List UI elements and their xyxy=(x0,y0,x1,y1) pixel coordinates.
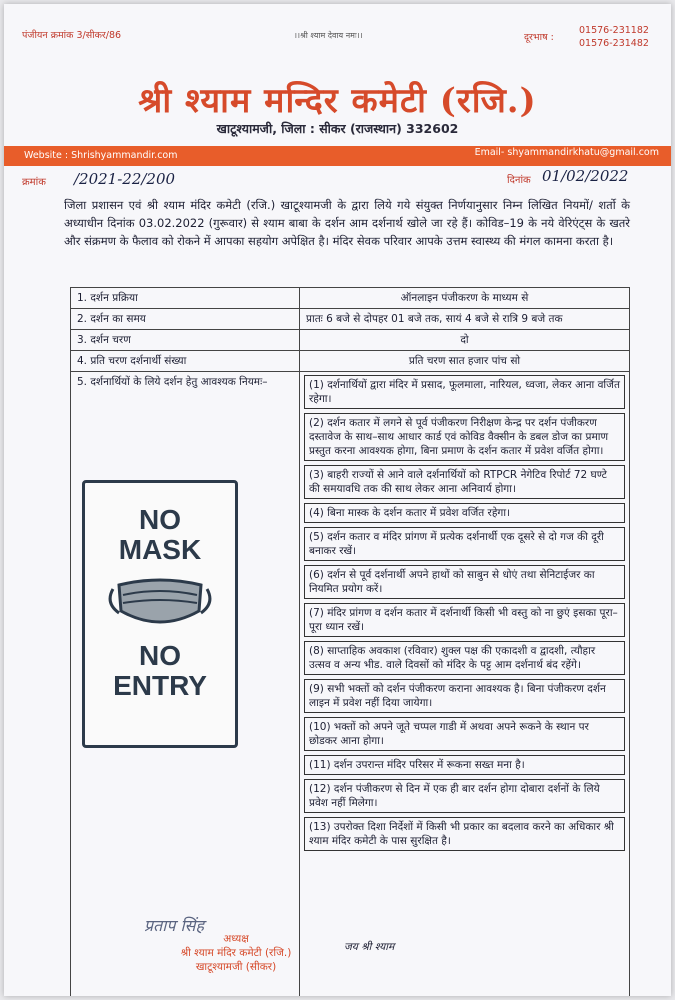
org-address: खाटूश्यामजी, जिला : सीकर (राजस्थान) 332602 xyxy=(216,121,459,136)
header-top-row xyxy=(4,24,671,54)
phone-label: दूरभाष : xyxy=(524,32,554,43)
registration-number: पंजीयन क्रमांक 3/सीकर/86 xyxy=(22,30,122,41)
rule-item: (3) बाहरी राज्यों से आने वाले दर्शनार्थियों को RTPCR नेगेटिव रिपोर्ट 72 घण्टे की समयावधि तक की साथ लेकर आना अनिवार्य होगा। xyxy=(304,465,625,499)
rule-item: (2) दर्शन कतार में लगने से पूर्व पंजीकरण निरीक्षण केन्द्र पर दर्शन पंजीकरण दस्तावेज के साथ–साथ आधार कार्ड एवं कोविड वैक्सीन के डबल डोज का प्रमाण प्रस्तुत करना आवश्यक होगा, बिना प्रमाण के दर्शन कतार में प्रवेश वर्जित होगा। xyxy=(304,413,625,461)
contact-band xyxy=(4,146,671,166)
rule-item: (9) सभी भक्तों को दर्शन पंजीकरण कराना आवश्यक है। बिना पंजीकरण दर्शन लाइन में प्रवेश नहीं दिया जायेगा। xyxy=(304,679,625,713)
signatory-org: श्री श्याम मंदिर कमेटी (रजि.) xyxy=(180,947,292,959)
table-row xyxy=(71,288,630,309)
intro-paragraph: जिला प्रशासन एवं श्री श्याम मंदिर कमेटी (रजि.) खाटूश्यामजी के द्वारा लिये गये संयुक्त निर्णयानुसार निम्न लिखित नियमों/ शर्तो के अध्याधीन दिनांक 03.02.2022 (गुरूवार) से श्याम बाबा के दर्शन आम दर्शनार्थ खोले जा रहे हैं। कोविड–19 के नये वेरिएंट्स के खतरे और संक्रमण के फैलाव को रोकने में आपका सहयोग अपेक्षित है। मंदिर सेवक परिवार आपके उत्तम स्वास्थ्य की मंगल कामना करता है। xyxy=(64,198,630,248)
row-label: 4. प्रति चरण दर्शनार्थी संख्या xyxy=(71,351,300,372)
closing-salutation: जय श्री श्याम xyxy=(344,941,395,953)
phone-2: 01576-231482 xyxy=(579,38,649,49)
rules-list xyxy=(300,372,630,997)
table-row xyxy=(71,309,630,330)
handwritten-signature: प्रताप सिंह xyxy=(144,916,204,935)
no-mask-sign xyxy=(82,480,238,748)
phone-1: 01576-231182 xyxy=(579,25,649,36)
row-value: प्रातः 6 बजे से दोपहर 01 बजे तक, सायं 4 बजे से रात्रि 9 बजे तक xyxy=(300,309,630,330)
email: Email- shyammandirkhatu@gmail.com xyxy=(474,147,659,158)
rule-item: (6) दर्शन से पूर्व दर्शनार्थी अपने हाथों को साबुन से धोएं तथा सेनिटाईजर का नियमित प्रयोग करें। xyxy=(304,565,625,599)
rules-label-text: 5. दर्शनार्थियों के लिये दर्शन हेतु आवश्यक नियमः– xyxy=(77,376,268,388)
date-label: दिनांक xyxy=(507,175,531,186)
table-row xyxy=(71,351,630,372)
rule-item: (12) दर्शन पंजीकरण से दिन में एक ही बार दर्शन होगा दोबारा दर्शनों के लिये प्रवेश नहीं मिलेगा। xyxy=(304,779,625,813)
row-label: 3. दर्शन चरण xyxy=(71,330,300,351)
sign-text-no: NO xyxy=(139,504,181,535)
ref-number-label: क्रमांक xyxy=(22,177,46,188)
rule-item: (11) दर्शन उपरान्त मंदिर परिसर में रूकना सख्त मना है। xyxy=(304,755,625,775)
rule-item: (1) दर्शनार्थियों द्वारा मंदिर में प्रसाद, फूलमाला, नारियल, ध्वजा, लेकर आना वर्जित रहेगा। xyxy=(304,375,625,409)
sign-text-entry: ENTRY xyxy=(113,670,207,701)
row-value: ऑनलाइन पंजीकरण के माध्यम से xyxy=(300,288,630,309)
website: Website : Shrishyammandir.com xyxy=(24,150,178,161)
face-mask-icon xyxy=(105,571,215,631)
row-label: 2. दर्शन का समय xyxy=(71,309,300,330)
ref-number-value: /2021-22/200 xyxy=(74,170,176,188)
row-value: प्रति चरण सात हजार पांच सो xyxy=(300,351,630,372)
letter-page xyxy=(4,4,671,996)
sign-text-no-2: NO xyxy=(139,640,181,671)
date-value: 01/02/2022 xyxy=(542,167,629,185)
row-label: 1. दर्शन प्रक्रिया xyxy=(71,288,300,309)
invocation: ।।श्री श्याम देवाय नमः।। xyxy=(294,31,363,40)
signatory-role: अध्यक्ष xyxy=(223,933,249,945)
rule-item: (13) उपरोक्त दिशा निर्देशों में किसी भी प्रकार का बदलाव करने का अधिकार श्री श्याम मंदिर कमेटी के पास सुरक्षित है। xyxy=(304,817,625,851)
rule-item: (4) बिना मास्क के दर्शन कतार में प्रवेश वर्जित रहेगा। xyxy=(304,503,625,523)
signatory-block xyxy=(136,932,336,974)
org-title: श्री श्याम मन्दिर कमेटी (रजि.) xyxy=(138,81,537,121)
table-row xyxy=(71,330,630,351)
rule-item: (5) दर्शन कतार व मंदिर प्रांगण में प्रत्येक दर्शनार्थी एक दूसरे से दो गज की दूरी बनाकर रखें। xyxy=(304,527,625,561)
sign-text-mask: MASK xyxy=(118,534,202,565)
row-value: दो xyxy=(300,330,630,351)
phone-numbers xyxy=(579,24,649,50)
rule-item: (10) भक्तों को अपने जूते चप्पल गाडी में अथवा अपने रूकने के स्थान पर छोडकर आना होगा। xyxy=(304,717,625,751)
rule-item: (7) मंदिर प्रांगण व दर्शन कतार में दर्शनार्थी किसी भी वस्तु को ना छुएं इसका पूरा–पूरा ध्यान रखें। xyxy=(304,603,625,637)
signatory-place: खाटूश्यामजी (सीकर) xyxy=(195,961,277,973)
rule-item: (8) साप्ताहिक अवकाश (रविवार) शुक्ल पक्ष की एकादशी व द्वादशी, त्यौहार उत्सव व अन्य भीड. वाले दिवसों को मंदिर के पट्ट आम दर्शनार्थ बंद रहेंगे। xyxy=(304,641,625,675)
